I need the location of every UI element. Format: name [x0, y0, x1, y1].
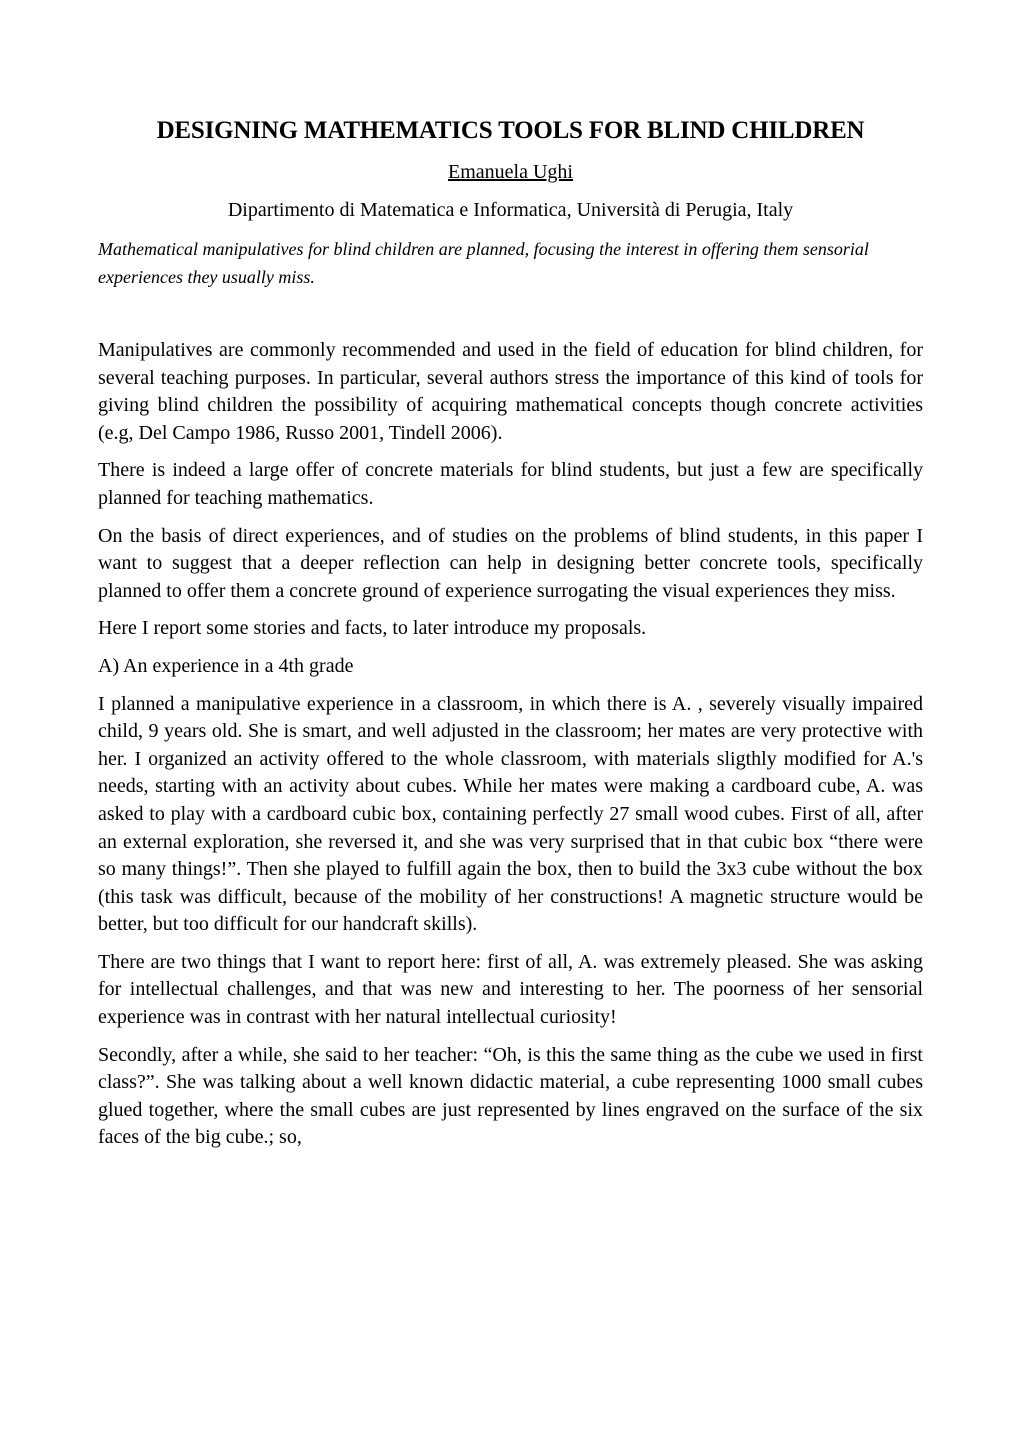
paragraph-experience: I planned a manipulative experience in a classroom, in which there is A. , severely visually impaired child, 9 years old. She is smart, and well adjusted in the classroom; her mates are very protective with her. I organized an activity offered to the whole classroom, with materials sligthly modified for A.'s needs, starting with an activity about cubes. While her mates were making a cardboard cube, A. was asked to play with a cardboard cubic box, containing perfectly 27 small wood cubes. First of all, after an external exploration, she reversed it, and she was very surprised that in that cubic box “there were so many things!”. Then she played to fulfill again the box, then to build the 3x3 cube without the box (this task was difficult, because of the mobility of her constructions! A magnetic structure would be better, but too difficult for our handcraft skills).: [98, 692, 923, 936]
author-affiliation: Dipartimento di Matematica e Informatica, Università di Perugia, Italy: [227, 199, 794, 221]
paragraph-two-things: There are two things that I want to report here: first of all, A. was extremely pleased. She was asking for intellectual challenges, and that was new and interesting to her. The poorness of her sensorial experience was in contrast with her natural intellectual curiosity!: [98, 950, 923, 1029]
author-name: Emanuela Ughi: [448, 161, 573, 183]
abstract: Mathematical manipulatives for blind children are planned, focusing the interest in offering them sensorial experiences they usually miss.: [98, 239, 869, 287]
paragraph-purpose: On the basis of direct experiences, and of studies on the problems of blind students, in this paper I want to suggest that a deeper reflection can help in designing better concrete tools, specifically planned to offer them a concrete ground of experience surrogating the visual experiences they miss.: [98, 524, 923, 602]
paragraph-materials: There is indeed a large offer of concrete materials for blind students, but just a few are specifically planned for teaching mathematics.: [98, 459, 923, 509]
paragraph-report: Here I report some stories and facts, to later introduce my proposals.: [98, 617, 647, 640]
body-text: [98, 337, 923, 1162]
paragraph-secondly: Secondly, after a while, she said to her teacher: “Oh, is this the same thing as the cube we used in first class?”. She was talking about a well known didactic material, a cube representing 1000 small cubes glued together, where the small cubes are just represented by lines engraved on the surface of the six faces of the big cube.; so,: [98, 1043, 923, 1149]
paragraph-intro: Manipulatives are commonly recommended and used in the field of education for blind children, for several teaching purposes. In particular, several authors stress the importance of this kind of tools for giving blind children the possibility of acquiring mathematical concepts though concrete activities (e.g, Del Campo 1986, Russo 2001, Tindell 2006).: [98, 339, 923, 444]
paper-title: DESIGNING MATHEMATICS TOOLS FOR BLIND CHILDREN: [156, 117, 865, 144]
section-heading-a: A) An experience in a 4th grade: [98, 654, 354, 677]
